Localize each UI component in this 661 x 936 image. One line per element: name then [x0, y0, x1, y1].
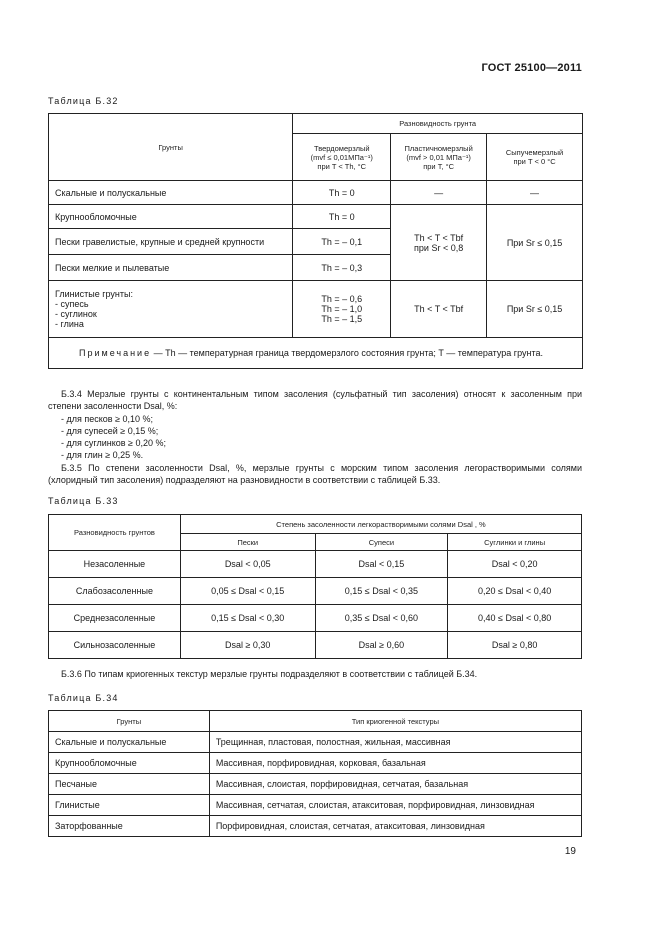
t32-cell: Th = – 0,6 Th = – 1,0 Th = – 1,5 [293, 281, 391, 338]
table-cell: Dsal ≥ 0,60 [315, 632, 448, 659]
t32-row-coarse: Крупнообломочные [49, 205, 293, 229]
t32-cell: — [487, 181, 583, 205]
page-number: 19 [564, 846, 576, 857]
table-row-label: Заторфованные [49, 816, 210, 837]
t32-cell: Th = 0 [293, 205, 391, 229]
t32-cell: При Sr ≤ 0,15 [487, 281, 583, 338]
t32-cell: Th = 0 [293, 181, 391, 205]
section-b34 [48, 388, 582, 486]
t32-header-soils: Грунты [49, 114, 293, 181]
table-row-label: Крупнообломочные [49, 753, 210, 774]
t32-row-gravel-sand: Пески гравелистые, крупные и средней крупности [49, 229, 293, 255]
table-row-label: Сильнозасоленные [49, 632, 181, 659]
table-cell: Массивная, слоистая, порфировидная, сетчатая, базальная [209, 774, 581, 795]
section-b36 [48, 668, 582, 680]
t32-header-group: Разновидность грунта [293, 114, 583, 134]
t33-header-sandy-loam: Супеси [315, 534, 448, 551]
t32-header-hard-frozen: Твердомерзлый (mvf ≤ 0,01МПа⁻¹) при T < Th, °С [293, 134, 391, 181]
table-b33-caption: Таблица Б.33 [48, 496, 119, 506]
table-row-label: Среднезасоленные [49, 605, 181, 632]
table-b32 [48, 113, 583, 369]
table-cell: Dsal < 0,05 [180, 551, 315, 578]
table-b33 [48, 514, 582, 659]
t32-cell: Th = – 0,1 [293, 229, 391, 255]
t32-header-plastic-frozen: Пластичномерзлый (mvf > 0,01 МПа⁻¹) при T, °С [391, 134, 487, 181]
table-cell: Порфировидная, слоистая, сетчатая, атакситовая, линзовидная [209, 816, 581, 837]
t32-note: Примечание — Th — температурная граница твердомерзлого состояния грунта; T — температура грунта. [49, 338, 583, 369]
table-row-label: Песчаные [49, 774, 210, 795]
table-cell: Трещинная, пластовая, полостная, жильная, массивная [209, 732, 581, 753]
t32-row-rock: Скальные и полускальные [49, 181, 293, 205]
table-cell: Dsal < 0,20 [448, 551, 582, 578]
table-cell: Dsal ≥ 0,80 [448, 632, 582, 659]
t32-row-fine-sand: Пески мелкие и пылеватые [49, 255, 293, 281]
table-cell: 0,20 ≤ Dsal < 0,40 [448, 578, 582, 605]
t32-row-clay: Глинистые грунты: - супесь - суглинок - глина [49, 281, 293, 338]
t32-cell: — [391, 181, 487, 205]
table-row-label: Слабозасоленные [49, 578, 181, 605]
table-b32-caption: Таблица Б.32 [48, 96, 119, 106]
t33-header-sands: Пески [180, 534, 315, 551]
t34-header-texture: Тип криогенной текстуры [209, 711, 581, 732]
t32-cell: Th < T < Tbf [391, 281, 487, 338]
note-label: Примечание [79, 348, 152, 358]
t33-header-group: Степень засоленности легкорастворимыми солями Dsal , % [180, 515, 581, 534]
t32-merged-loose: При Sr ≤ 0,15 [487, 205, 583, 281]
t32-merged-plastic: Th < T < Tbf при Sr < 0,8 [391, 205, 487, 281]
list-item: - для суглинков ≥ 0,20 %; [61, 438, 166, 449]
table-cell: Массивная, порфировидная, корковая, базальная [209, 753, 581, 774]
paragraph: Б.3.4 Мерзлые грунты с континентальным типом засоления (сульфатный тип засоления) относят к засоленным при степени засоленности Dsal, %: [48, 389, 582, 412]
t34-header-soils: Грунты [49, 711, 210, 732]
table-b34 [48, 710, 582, 837]
t32-cell: Th = – 0,3 [293, 255, 391, 281]
table-cell: 0,35 ≤ Dsal < 0,60 [315, 605, 448, 632]
table-cell: 0,15 ≤ Dsal < 0,35 [315, 578, 448, 605]
table-cell: Dsal ≥ 0,30 [180, 632, 315, 659]
table-cell: 0,05 ≤ Dsal < 0,15 [180, 578, 315, 605]
document-id: ГОСТ 25100—2011 [481, 62, 582, 74]
t32-header-loose-frozen: Сыпучемерзлый при T < 0 °С [487, 134, 583, 181]
t33-header-type: Разновидность грунтов [49, 515, 181, 551]
table-row-label: Незасоленные [49, 551, 181, 578]
list-item: - для супесей ≥ 0,15 %; [61, 425, 159, 436]
table-cell: Dsal < 0,15 [315, 551, 448, 578]
t33-header-loam-clay: Суглинки и глины [448, 534, 582, 551]
table-cell: 0,15 ≤ Dsal < 0,30 [180, 605, 315, 632]
table-row-label: Скальные и полускальные [49, 732, 210, 753]
table-cell: Массивная, сетчатая, слоистая, атакситовая, порфировидная, линзовидная [209, 795, 581, 816]
paragraph: Б.3.5 По степени засоленности Dsal, %, мерзлые грунты с морским типом засоления легорастворимыми солями (хлоридный тип засоления) подразделяют на разновидности в соответствии с таблицей Б.33. [48, 462, 582, 486]
list-item: - для песков ≥ 0,10 %; [61, 413, 154, 424]
table-b34-caption: Таблица Б.34 [48, 693, 119, 703]
paragraph: Б.3.6 По типам криогенных текстур мерзлые грунты подразделяют в соответствии с таблицей Б.34. [61, 669, 478, 679]
list-item: - для глин ≥ 0,25 %. [61, 450, 144, 461]
table-row-label: Глинистые [49, 795, 210, 816]
table-cell: 0,40 ≤ Dsal < 0,80 [448, 605, 582, 632]
